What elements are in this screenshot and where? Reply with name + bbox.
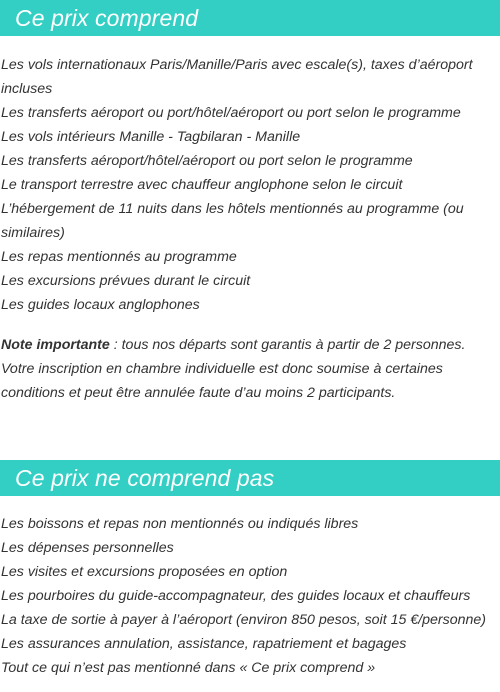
- list-item: Tout ce qui n’est pas mentionné dans « Ce prix comprend »: [1, 660, 376, 676]
- list-item: Les dépenses personnelles: [1, 540, 174, 556]
- excludes-list: [0, 512, 500, 680]
- excludes-header: [0, 460, 500, 496]
- list-item: Le transport terrestre avec chauffeur anglophone selon le circuit: [1, 177, 403, 193]
- excludes-section: [0, 460, 500, 680]
- list-item: La taxe de sortie à payer à l’aéroport (environ 850 pesos, soit 15 €/personne): [1, 612, 487, 628]
- list-item: Les vols internationaux Paris/Manille/Paris avec escale(s), taxes d’aéroport incluses: [1, 57, 473, 97]
- list-item: Les repas mentionnés au programme: [1, 249, 237, 265]
- list-item: Les excursions prévues durant le circuit: [1, 273, 251, 289]
- list-item: Les visites et excursions proposées en option: [1, 564, 288, 580]
- includes-list: [0, 53, 500, 317]
- list-item: Les pourboires du guide-accompagnateur, des guides locaux et chauffeurs: [1, 588, 471, 604]
- list-item: Les transferts aéroport/hôtel/aéroport ou port selon le programme: [1, 153, 413, 169]
- important-note: [0, 333, 500, 405]
- note-label: Note importante: [1, 337, 110, 353]
- excludes-title: Ce prix ne comprend pas: [15, 465, 275, 491]
- includes-title: Ce prix comprend: [15, 5, 199, 31]
- list-item: Les guides locaux anglophones: [1, 297, 200, 313]
- list-item: Les transferts aéroport ou port/hôtel/aéroport ou port selon le programme: [1, 105, 461, 121]
- includes-header: [0, 0, 500, 36]
- note-text: : tous nos départs sont garantis à partir de 2 personnes. Votre inscription en chambre individuelle est donc soumise à certaines conditions et peut être annulée faute d’au moins 2 participants.: [1, 337, 466, 401]
- list-item: L’hébergement de 11 nuits dans les hôtels mentionnés au programme (ou similaires): [1, 201, 464, 241]
- list-item: Les assurances annulation, assistance, rapatriement et bagages: [1, 636, 407, 652]
- list-item: Les boissons et repas non mentionnés ou indiqués libres: [1, 516, 359, 532]
- list-item: Les vols intérieurs Manille - Tagbilaran - Manille: [1, 129, 301, 145]
